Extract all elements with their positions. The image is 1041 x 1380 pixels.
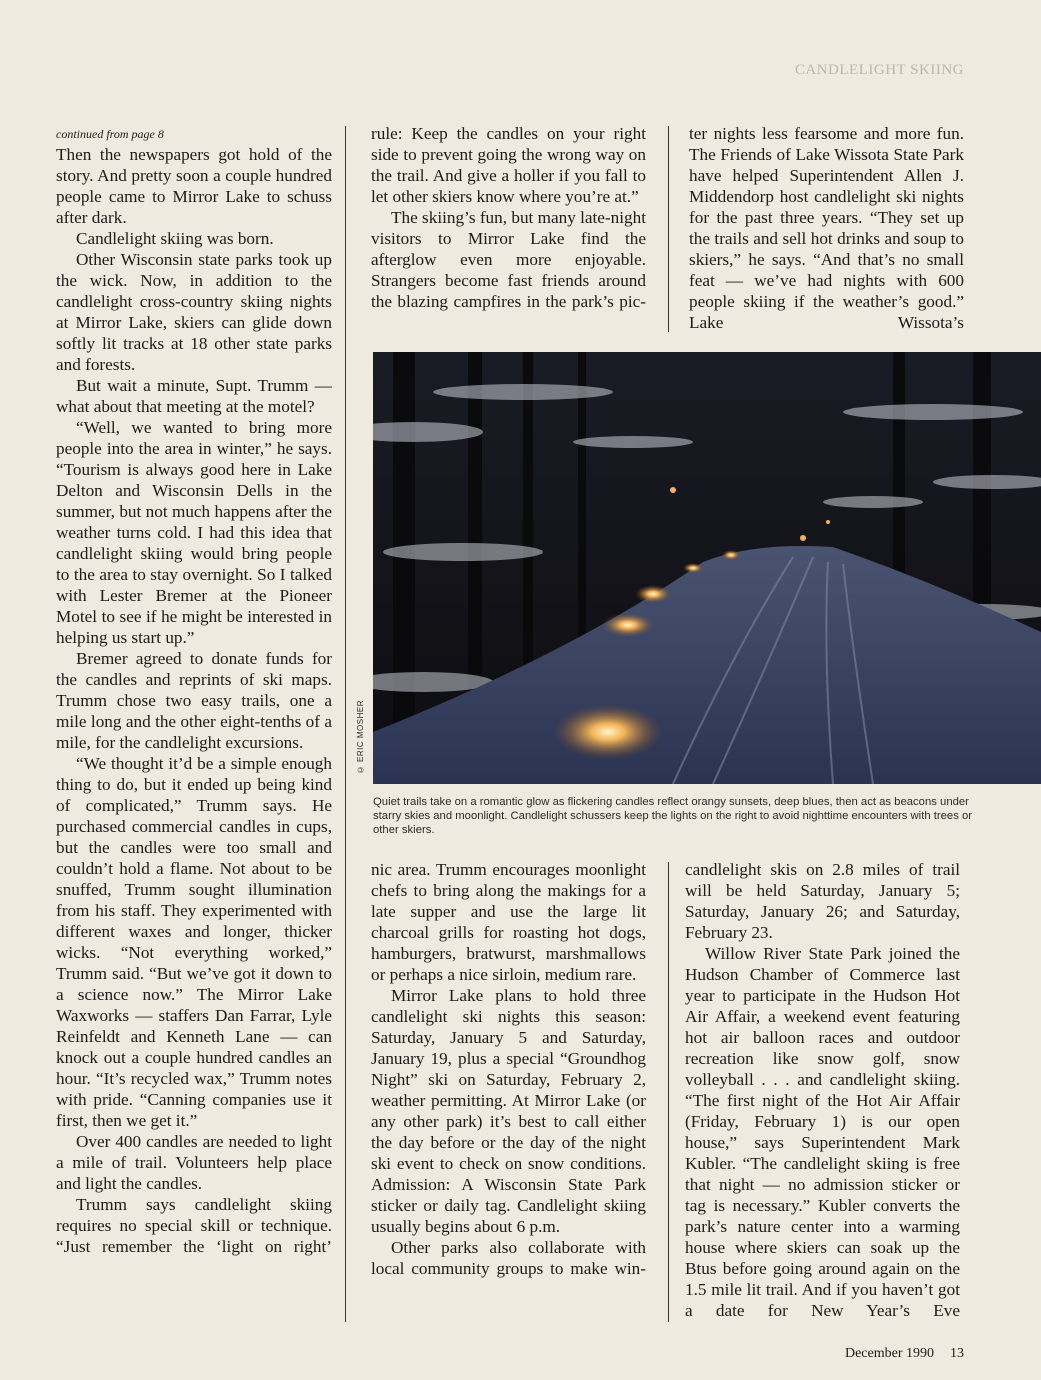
page-footer [700,1346,964,1362]
photo-caption: Quiet trails take on a romantic glow as flickering candles reflect orangy sunsets, deep blues, then act as beacons under starry skies and moonlight. Candlelight schussers keep the lights on the right to avoid nighttime encounters with trees or other skiers. [373,796,973,836]
column-2-top [371,123,646,312]
column-3-top [689,123,964,333]
paragraph: Other parks also collaborate with local community groups to make win- [371,1238,646,1278]
paragraph: “We thought it’d be a simple enough thing to do, but it ended up being kind of complicated,” Trumm says. He purchased commercial candles in cups, but the candles were too small and couldn’t hold a flame. Not about to be snuffed, Trumm sought illumination from his staff. They experimented with different waxes and longer, thicker wicks. “Not everything worked,” Trumm said. “But we’ve got it down to a science now.” The Mirror Lake Waxworks — staffers Dan Farrar, Lyle Reinfeldt and Kenneth Lane — can knock out a couple hundred candles an hour. “It’s recycled wax,” Trumm notes with pride. “Canning companies use it first, then we get it.” [56,754,332,1130]
column-rule [668,862,669,1322]
paragraph: Other Wisconsin state parks took up the wick. Now, in addition to the candlelight cross-country skiing nights at Mirror Lake, skiers can glide down softly lit tracks at 18 other state parks and forests. [56,250,332,374]
paragraph: nic area. Trumm encourages moonlight chefs to bring along the makings for a late supper and use the large lit charcoal grills for roasting hot dogs, hamburgers, bratwurst, marshmallows or perhaps a nice sirloin, medium rare. [371,860,646,984]
paragraph: ter nights less fearsome and more fun. The Friends of Lake Wissota State Park have helped Superintendent Allen J. Middendorp host candlelight ski nights for the past three years. “They set up the trails and sell hot drinks and soup to skiers,” he says. “And that’s no small feat — we’ve had nights with 600 people skiing if the weather’s good.” Lake Wissota’s [689,124,964,332]
paragraph: Trumm says candlelight skiing requires no special skill or technique. “Just remember the ‘light on right’ [56,1195,332,1256]
column-rule [668,126,669,332]
paragraph: Candlelight skiing was born. [76,229,274,248]
paragraph: Mirror Lake plans to hold three candlelight ski nights this season: Saturday, January 5 and Saturday, January 19, plus a special “Groundhog Night” ski on Saturday, February 2, weather permitting. At Mirror Lake (or any other park) it’s best to call either the day before or the day of the night ski event to check on snow conditions. Admission: A Wisconsin State Park sticker or daily tag. Candlelight skiing usually begins about 6 p.m. [371,986,646,1236]
paragraph: The skiing’s fun, but many late-night visitors to Mirror Lake find the afterglow even more enjoyable. Strangers become fast friends around the blazing campfires in the park’s pic- [371,208,646,311]
paragraph: Over 400 candles are needed to light a mile of trail. Volunteers help place and light the candles. [56,1132,332,1193]
photo-credit: © ERIC MOSHER [356,700,365,775]
column-rule [345,126,346,1322]
issue-date: December 1990 [844,1346,934,1361]
paragraph: Then the newspapers got hold of the story. And pretty soon a couple hundred people came to Mirror Lake to schuss after dark. [56,145,332,227]
continued-from-note: continued from page 8 [56,127,164,141]
candlelit-trail-photo [373,352,1041,784]
paragraph: But wait a minute, Supt. Trumm — what about that meeting at the motel? [56,376,332,416]
paragraph: Bremer agreed to donate funds for the candles and reprints of ski maps. Trumm chose two easy trails, one a mile long and the other eight-tenths of a mile, for the candlelight excursions. [56,649,332,752]
page-number: 13 [950,1346,964,1361]
paragraph: Willow River State Park joined the Hudson Chamber of Commerce last year to participate in the Hudson Hot Air Affair, a weekend event featuring hot air balloon races and outdoor recreation like snow golf, snow volleyball . . . and candlelight skiing. “The first night of the Hot Air Affair (Friday, February 1) is our open house,” says Superintendent Mark Kubler. “The candlelight skiing is free that night — no admission sticker or tag is necessary.” Kubler converts the park’s nature center into a warming house where skiers can soak up the Btus before going around again on the 1.5 mile lit trail. And if you haven’t got a date for New Year’s Eve [685,944,960,1320]
column-2-bottom [371,859,646,1279]
section-header: CANDLELIGHT SKIING [794,62,964,78]
column-3-bottom [685,859,960,1321]
column-1 [56,126,332,1257]
paragraph: candlelight skis on 2.8 miles of trail will be held Saturday, January 5; Saturday, January 26; and Saturday, February 23. [685,860,960,942]
paragraph: rule: Keep the candles on your right side to prevent going the wrong way on the trail. And give a holler if you fall to let other skiers know where you’re at.” [371,124,646,206]
paragraph: “Well, we wanted to bring more people into the area in winter,” he says. “Tourism is always good here in Lake Delton and Wisconsin Dells in the summer, but not much happens after the weather turns cold. I had this idea that candlelight skiing would bring people to the area to stay overnight. So I talked with Lester Bremer at the Pioneer Motel to see if he might be interested in helping us start up.” [56,418,332,647]
